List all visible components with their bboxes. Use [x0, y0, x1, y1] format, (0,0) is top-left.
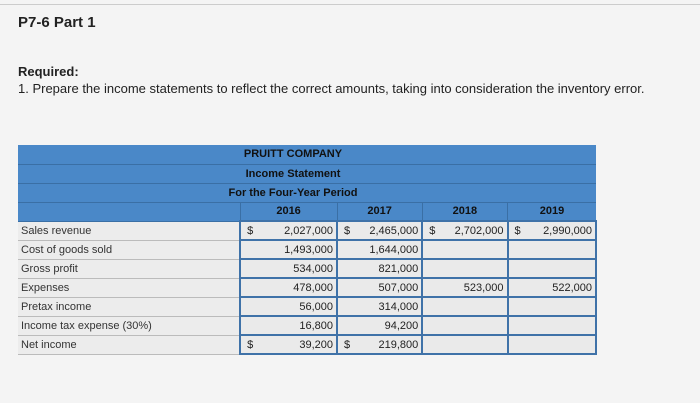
- table-row: [18, 316, 596, 335]
- income-statement-table: [18, 145, 597, 355]
- amount-input[interactable]: [508, 259, 596, 278]
- amount-input[interactable]: [508, 335, 596, 354]
- company-name: PRUITT COMPANY: [18, 145, 596, 164]
- row-label: Sales revenue: [18, 221, 240, 240]
- row-label: Income tax expense (30%): [18, 316, 240, 335]
- table-row: [18, 240, 596, 259]
- dollar-sign: $: [247, 224, 254, 237]
- amount-input[interactable]: [422, 259, 507, 278]
- amount-value: 478,000: [293, 281, 333, 294]
- amount-value: 522,000: [552, 281, 592, 294]
- period-label: For the Four-Year Period: [18, 183, 596, 202]
- amount-input[interactable]: [422, 335, 507, 354]
- header-blank: [18, 202, 240, 221]
- amount-input[interactable]: [422, 240, 507, 259]
- amount-input[interactable]: [337, 240, 422, 259]
- amount-value: 1,644,000: [369, 243, 419, 256]
- amount-input[interactable]: [240, 335, 337, 354]
- row-label: Net income: [18, 335, 240, 354]
- amount-input[interactable]: [240, 278, 337, 297]
- dollar-sign: $: [247, 338, 254, 351]
- amount-value: 39,200: [299, 338, 333, 351]
- amount-input[interactable]: [508, 297, 596, 316]
- table-row: [18, 297, 596, 316]
- amount-input[interactable]: [508, 240, 596, 259]
- amount-value: 523,000: [463, 281, 504, 294]
- year-header: 2019: [508, 202, 596, 221]
- page-title: P7-6 Part 1: [18, 14, 96, 31]
- amount-value: 2,702,000: [454, 224, 504, 237]
- row-label: Gross profit: [18, 259, 240, 278]
- row-label: Expenses: [18, 278, 240, 297]
- year-header: 2016: [240, 202, 337, 221]
- amount-input[interactable]: [422, 278, 507, 297]
- top-divider: [0, 4, 700, 5]
- amount-value: 534,000: [293, 262, 333, 275]
- amount-input[interactable]: [337, 316, 422, 335]
- dollar-sign: $: [344, 224, 351, 237]
- amount-input[interactable]: [240, 316, 337, 335]
- amount-input[interactable]: [240, 240, 337, 259]
- table-row: [18, 335, 596, 354]
- amount-input[interactable]: [337, 335, 422, 354]
- amount-value: 314,000: [378, 300, 419, 313]
- amount-input[interactable]: [337, 278, 422, 297]
- amount-input[interactable]: [422, 316, 507, 335]
- amount-value: 94,200: [384, 319, 419, 332]
- question-text: 1. Prepare the income statements to reflect the correct amounts, taking into consideration the inventory error.: [18, 81, 645, 96]
- statement-name: Income Statement: [18, 164, 596, 183]
- amount-value: 219,800: [378, 338, 419, 351]
- amount-input[interactable]: [422, 297, 507, 316]
- year-header: 2018: [422, 202, 507, 221]
- amount-value: 16,800: [299, 319, 333, 332]
- dollar-sign: $: [514, 224, 521, 237]
- amount-input[interactable]: [337, 297, 422, 316]
- amount-value: 507,000: [378, 281, 419, 294]
- amount-value: 821,000: [378, 262, 419, 275]
- dollar-sign: $: [429, 224, 436, 237]
- row-label: Pretax income: [18, 297, 240, 316]
- amount-input[interactable]: [240, 297, 337, 316]
- amount-input[interactable]: [337, 221, 422, 240]
- amount-input[interactable]: [508, 221, 596, 240]
- amount-input[interactable]: [422, 221, 507, 240]
- dollar-sign: $: [344, 338, 351, 351]
- table-row: [18, 259, 596, 278]
- amount-value: 1,493,000: [284, 243, 333, 256]
- amount-value: 56,000: [299, 300, 333, 313]
- amount-value: 2,027,000: [284, 224, 333, 237]
- required-label: Required:: [18, 64, 79, 79]
- table-row: [18, 221, 596, 240]
- amount-input[interactable]: [508, 278, 596, 297]
- amount-input[interactable]: [240, 259, 337, 278]
- row-label: Cost of goods sold: [18, 240, 240, 259]
- amount-value: 2,990,000: [543, 224, 592, 237]
- table-row: [18, 278, 596, 297]
- year-header: 2017: [337, 202, 422, 221]
- amount-input[interactable]: [337, 259, 422, 278]
- amount-input[interactable]: [508, 316, 596, 335]
- amount-input[interactable]: [240, 221, 337, 240]
- amount-value: 2,465,000: [369, 224, 419, 237]
